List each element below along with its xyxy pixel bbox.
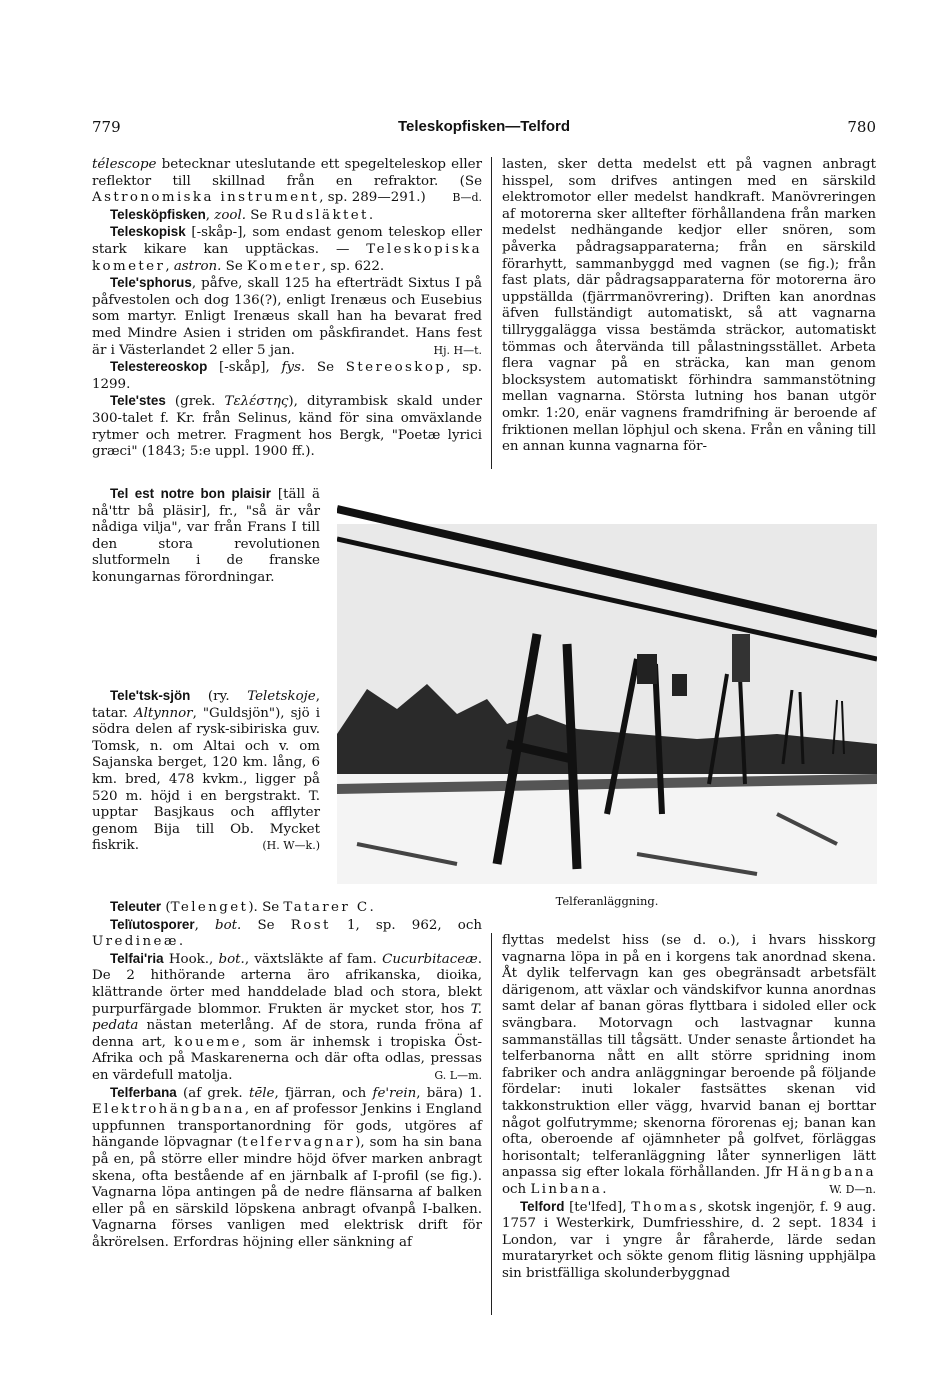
signature: B—d. (452, 191, 482, 205)
signature: Hj. H—t. (433, 343, 482, 357)
left-column-bottom (92, 899, 482, 1251)
label: bot. (215, 917, 242, 933)
cross-ref: Astronomiska instrument (92, 190, 320, 206)
text: 1, sp. 962, och (330, 917, 482, 933)
greek-word: Τελέστης (224, 394, 289, 410)
text: ( (161, 900, 171, 915)
text: [te'lfed], (564, 1199, 632, 1215)
text: . De 2 hithörande arterna äro afrikanska, dioika, klättrande örter med handdelade blad och stora, blekt purpurfärgade blommor. Frukten är mycket stor, hos (92, 951, 482, 1017)
term: koueme (174, 1034, 242, 1050)
cross-ref: Hängbana (786, 1165, 876, 1181)
text: . (602, 1181, 607, 1197)
text: , fjärran, och (274, 1085, 373, 1101)
text: , bära) 1. (416, 1085, 483, 1101)
page-number-right: 780 (847, 118, 876, 136)
text: . (178, 934, 184, 950)
cross-ref: Teleskopiska kometer (92, 241, 482, 274)
right-column-bottom (502, 933, 876, 1282)
text: Se (221, 258, 248, 274)
label: zool. (214, 207, 246, 223)
entry-telestes (92, 393, 482, 460)
entry-telestereoskop (92, 359, 482, 393)
entry-teleutosporer (92, 917, 482, 951)
text: betecknar uteslutande ett spegelteleskop eller reflektor till skillnad från en refraktor. (Se (92, 157, 482, 189)
label: bot. (218, 951, 245, 967)
telferbana-end (502, 933, 876, 1199)
headword: Telford (520, 1198, 565, 1214)
right-column-top (502, 157, 876, 456)
cross-ref: Uredineæ (92, 934, 179, 950)
term: Altynnor (133, 705, 193, 721)
term: Elektrohängbana (92, 1102, 245, 1118)
headword: Telïutosporer (110, 916, 195, 932)
text: , skotsk ingenjör, f. 9 aug. 1757 i Westerkirk, Dumfriesshire, d. 2 sept. 1834 i London, var i yngre år fåraherde, lärde sedan murataryrket och sökte genom flitig läsning upphjälpa sin bristfälliga skolunderbyggnad (502, 1199, 876, 1281)
entry-telferbana (92, 1085, 482, 1252)
entry-telesphorus (92, 275, 482, 359)
text: [-skåp-], som endast genom teleskop eller stark kikare kan upptäckas. — (92, 225, 482, 257)
text: , sp. 289—291.) (319, 190, 426, 206)
entry-telescope (92, 157, 482, 207)
entry-telford (502, 1199, 876, 1283)
cross-ref: Stereoskop (345, 360, 447, 376)
text: . (368, 207, 374, 223)
text: , (194, 917, 216, 933)
text: Se (305, 360, 346, 376)
text: Se (241, 917, 291, 933)
signature: W. D—n. (829, 1182, 876, 1196)
text: flyttas medelst hiss (se d. o.), i hvars hisskorg vagnarna löpa in på en i korgens tak anordnad skena. Åt dylik telfervagn kan ges obegränsadt arbetsfält därigenom, att växlar och vändskifvor kunna anordnas samt delar af banan göras flyttbara i sidoled eller ock svängbara. Motorvagn och lastvagnar kunna sammanställas till tågsätt. Under senaste årtiondet ha telferbanorna nått en allt större spridning inom fabriker och andra anläggningar beroende på följande fördelar: inuti lokaler fastsättes skenan vid takkonstruktion eller vägg, hvarvid banan ej borttar något golfutrymme; skenorna förorenas ej; banan kan ofta, oberoende af ojämnheter på golfvet, förläggas horisontalt; telferanläggning låter synnerligen lätt anpassa sig efter lokala förhållanden. Jfr (502, 933, 876, 1181)
text: , tatar. (92, 689, 320, 721)
text: , en af professor Jenkins i England uppfunnen transportanordning för gods, utgöres af hängande löpvagnar ( (92, 1102, 482, 1151)
page-number-left: 779 (92, 118, 121, 136)
figure-caption: Telferanläggning. (555, 894, 659, 908)
entry-teletsk-sjon (92, 688, 320, 855)
entry-teleuter (92, 899, 482, 917)
term: Cucurbitaceæ (382, 951, 478, 967)
cross-ref: Telenget (170, 900, 249, 915)
headword: Telestereoskop (110, 359, 208, 375)
headword: Telfai'ria (110, 950, 164, 966)
entry-telfairia (92, 951, 482, 1085)
left-column-flow (92, 486, 320, 587)
headword: Teleuter (110, 899, 162, 914)
text: ), som ha sin bana på en, på större eller mindre höjd öfver marken anbragt skena, ofta bestående af en järnbalk af I-profil (se fig.). Vagnarna löpa antingen på de nedre flänsarna af balken eller på en särskild löpskena anbragt ofvanpå I-balken. Vagnarna förses vanligen med elektrisk drift för åkrörelsen. Erfordras höjning eller sänkning af (92, 1135, 482, 1250)
term: fe'rein (372, 1085, 417, 1101)
text: , påfve, skall 125 ha efterträdt Sixtus I på påfvestolen och dog 136(?), enligt Irenæus och Eusebius som martyr. Enligt Irenæus skall han ha bevarat fred med Mindre Asien i striden om påskfirandet. Hans fest är i Västerlandet 2 eller 5 jan. (92, 276, 482, 358)
term: tēle (248, 1085, 275, 1101)
label: astron. (173, 258, 222, 274)
text: (grek. (165, 394, 225, 410)
telfer-photo (337, 484, 877, 884)
name: Thomas (631, 1199, 699, 1215)
headword: Telesköpfisken (110, 206, 206, 222)
column-rule-top (491, 157, 492, 469)
headword: Tele'sphorus (110, 275, 192, 291)
column-rule-bottom (491, 933, 492, 1315)
cross-ref: Linbana (530, 1181, 603, 1197)
signature: (H. W—k.) (262, 839, 320, 853)
left-column (92, 157, 482, 461)
term: télescope (92, 157, 157, 172)
headword: Telferbana (110, 1084, 177, 1100)
text: och (502, 1181, 531, 1197)
term: telfervagnar (242, 1135, 356, 1151)
headword: Teleskopisk (110, 224, 186, 240)
text: , som är inhemsk i tropiska Öst-Afrika och på Maskarenerna och där ofta odlas, pressas en värdefull matolja. (92, 1034, 482, 1083)
text: , växtsläkte af fam. (244, 951, 383, 967)
left-column-flow-2 (92, 688, 320, 855)
cross-ref: Rudsläktet (271, 207, 369, 223)
signature: G. L—m. (434, 1068, 482, 1082)
entry-teleskopisk (92, 224, 482, 275)
text: , (165, 258, 174, 274)
text: (af grek. (176, 1085, 249, 1101)
telferbana-continued: lasten, sker detta medelst ett på vagnen anbragt hisspel, som drifves antingen med en särskild elektromotor eller medelst handkraft. Manövreringen af motorerna sker alltefter förhållandena från marken medelst nedhängande kedjor eller snören, som påverka pådragsapparaterna; från en särskild förarhytt, sammanbyggd med vagnen (se fig.); från fast plats, där pådragsapparaterna för motorerna äro uppställda (fjärrmanövrering). Driften kan anordnas äfven fullständigt automatiskt, så att vagnarna tillryggalägga vissa bestämda sträckor, automatiskt tömmas och återvända till pålastningsstället. Arbeta flera vagnar på en sträcka, kan man genom blocksystem automatiskt förhindra sammanstötning mellan vagnarna. Största lutning hos banan utgör omkr. 1:20, enär vagnens framdrifning är beroende af friktionen mellan löphjul och skena. Från en våning till en annan kunna vagnarna för- (502, 157, 876, 455)
term: T. pedata (92, 1001, 482, 1034)
text: ). Se (248, 900, 284, 915)
text: ), dityrambisk skald under 300-talet f. Kr. från Selinus, känd för sina omväxlande rytmer och metrer. Fragment hos Bergk, "Poetæ lyrici græci" (1843; 5:e uppl. 1900 ff.). (92, 394, 482, 460)
entry-tel-est-notre (92, 486, 320, 587)
text: , sp. 1299. (92, 360, 482, 392)
headword: Tele'stes (110, 393, 166, 409)
label: fys. (281, 360, 306, 376)
text: [täll ä nå'ttr bå pläsir], fr., "så är vår nådiga vilja", var från Frans I till den stora revolutionen slutformeln i de franske konungarnas förordningar. (92, 487, 320, 585)
running-title: Teleskopfisken—Telford (398, 118, 570, 135)
cross-ref: Rost (290, 917, 331, 933)
cross-ref: Kometer (247, 258, 322, 274)
text: nästan meterlång. Af de stora, runda fröna af denna art, (92, 1018, 482, 1050)
text: , sp. 622. (321, 258, 385, 274)
headword: Tele'tsk-sjön (110, 688, 191, 703)
page-header (92, 118, 876, 140)
entry-teleskopfisken (92, 207, 482, 225)
text: Hook., (163, 951, 219, 967)
text: . (369, 900, 374, 915)
text: Se (246, 207, 272, 223)
text: (ry. (190, 689, 248, 704)
term: Teletskoje (247, 689, 316, 704)
cross-ref: Tatarer C (283, 900, 370, 915)
telfer-figure (337, 484, 877, 884)
text: [-skåp], (207, 360, 282, 376)
headword: Tel est notre bon plaisir (110, 486, 271, 501)
text: , "Guldsjön"), sjö i södra delen af rysk-sibiriska guv. Tomsk, n. om Altai och v. om Sajanska berget, 120 km. lång, 6 km. bred, 478 kvkm., ligger på 520 m. höjd i en bergstrakt. T. upptar Basjkaus och afflyter genom Bija till Ob. Mycket fiskrik. (92, 705, 320, 854)
text: , (205, 207, 215, 223)
